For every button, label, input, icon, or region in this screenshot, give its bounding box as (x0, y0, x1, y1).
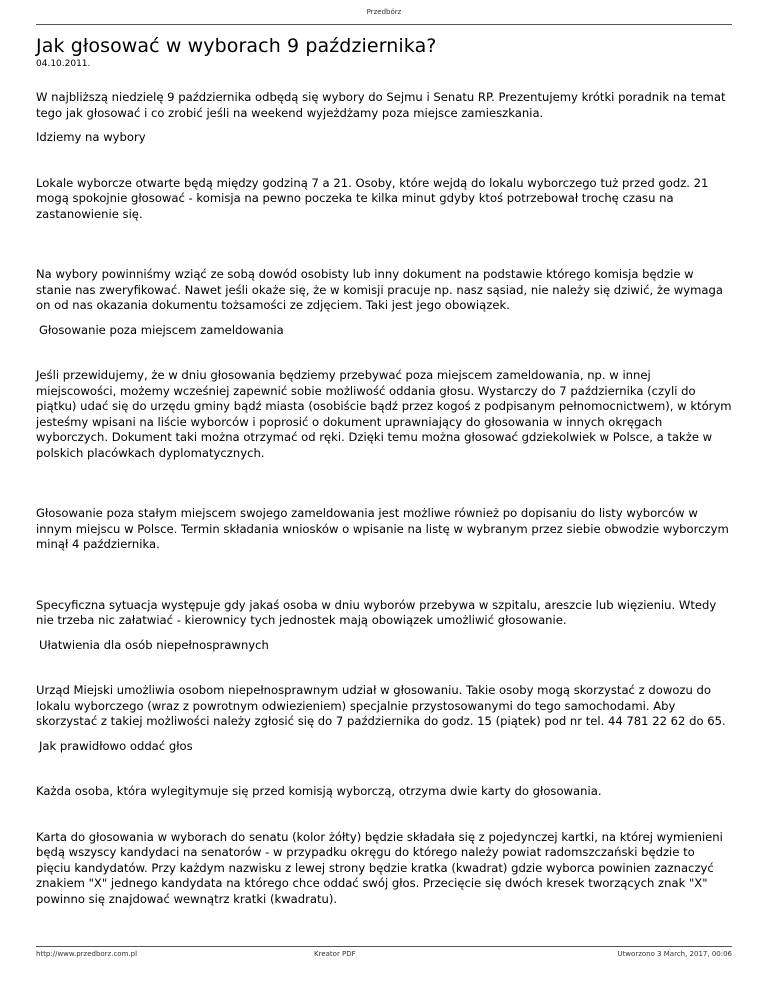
paragraph: Lokale wyborcze otwarte będą między godziną 7 a 21. Osoby, które wejdą do lokalu wyborczego tuż przed godz. 21 mogą spokojnie głosować - komisja na pewno poczeka te kilka minut gdyby ktoś potrzebował trochę czasu na zastanowienie się. (36, 175, 709, 221)
section-heading: Jak prawidłowo oddać głos (39, 738, 193, 753)
paragraph: Karta do głosowania w wyborach do senatu (kolor żółty) będzie składała się z pojedynczej kartki, na której wymienieni będą wszyscy kandydaci na senatorów - w przypadku okręgu do którego należy powiat radomszczański będzie to pięciu kandydatów. Przy każdym nazwisku z lewej strony będzie kratka (kwadrat) gdzie wyborca powinien zaznaczyć znakiem "X" jednego kandydata na którego chce oddać swój głos. Przecięcie się dwóch kresek tworzących znak "X" powinno się znajdować wewnątrz kratki (kwadratu). (36, 829, 723, 906)
footer-url-link[interactable]: http://www.przedborz.com.pl (36, 950, 138, 958)
paragraph: Głosowanie poza stałym miejscem swojego zameldowania jest możliwe również po dopisaniu do listy wyborców w innym miejscu w Polsce. Termin składania wniosków o wpisanie na listę w wybranym przez siebie obwodzie wyborczym minął 4 października. (36, 506, 729, 551)
paragraph: Na wybory powinniśmy wziąć ze sobą dowód osobisty lub inny dokument na podstawie którego komisja będzie w stanie nas zweryfikować. Nawet jeśli okaże się, że w komisji pracuje np. nasz sąsiad, nie należy się dziwić, że wymaga on od nas okazania dokumentu tożsamości ze zdjęciem. Taki jest jego obowiązek. (36, 267, 723, 312)
paragraph: Urząd Miejski umożliwia osobom niepełnosprawnym udział w głosowaniu. Takie osoby mogą skorzystać z dowozu do lokalu wyborczego (wraz z powrotnym odwiezieniem) specjalnie przystosowanymi do tego samochodami. Aby skorzystać z takiej możliwości należy zgłosić się do 7 października do godz. 15 (piątek) pod nr tel. 44 781 22 62 do 65. (36, 683, 726, 728)
paragraph: Specyficzna sytuacja występuje gdy jakaś osoba w dniu wyborów przebywa w szpitalu, areszcie lub więzieniu. Wtedy nie trzeba nic załatwiać - kierownicy tych jednostek mają obowiązek umożliwić głosowanie. (36, 597, 717, 627)
footer-generator: Kreator PDF (314, 950, 356, 958)
article-body (36, 90, 732, 907)
paragraph: Każda osoba, która wylegitymuje się przed komisją wyborczą, otrzyma dwie karty do głosowania. (36, 784, 602, 798)
section-heading: Głosowanie poza miejscem zameldowania (39, 322, 284, 337)
paragraph-intro: W najbliższą niedzielę 9 października odbędą się wybory do Sejmu i Senatu RP. Prezentujemy krótki poradnik na temat tego jak głosować i co zrobić jeśli na weekend wyjeżdżamy poza miejsce zamieszkania. (36, 90, 726, 120)
footer-created: Utworzono 3 March, 2017, 00:06 (617, 950, 732, 958)
section-heading: Ułatwienia dla osób niepełnosprawnych (39, 637, 269, 652)
site-header: Przedbórz (36, 0, 732, 25)
article-date: 04.10.2011. (36, 59, 91, 69)
document-page (36, 0, 732, 994)
paragraph: Jeśli przewidujemy, że w dniu głosowania będziemy przebywać poza miejscem zameldowania, np. w innej miejscowości, możemy wcześniej zapewnić sobie możliwość oddania głosu. Wystarczy do 7 października (czyli do piątku) udać się do urzędu gminy bądź miasta (osobiście bądź przez kogoś z podpisanym pełnomocnictwem), w którym jesteśmy wpisani na liście wyborców i poprosić o dokument uprawniający do głosowania w innych okręgach wyborczych. Dokument taki można otrzymać od ręki. Dzięki temu można głosować gdziekolwiek w Polsce, a także w polskich placówkach dyplomatycznych. (36, 368, 732, 460)
section-heading: Idziemy na wybory (36, 130, 146, 144)
article-title: Jak głosować w wyborach 9 października? (36, 35, 437, 57)
page-footer (36, 946, 732, 958)
